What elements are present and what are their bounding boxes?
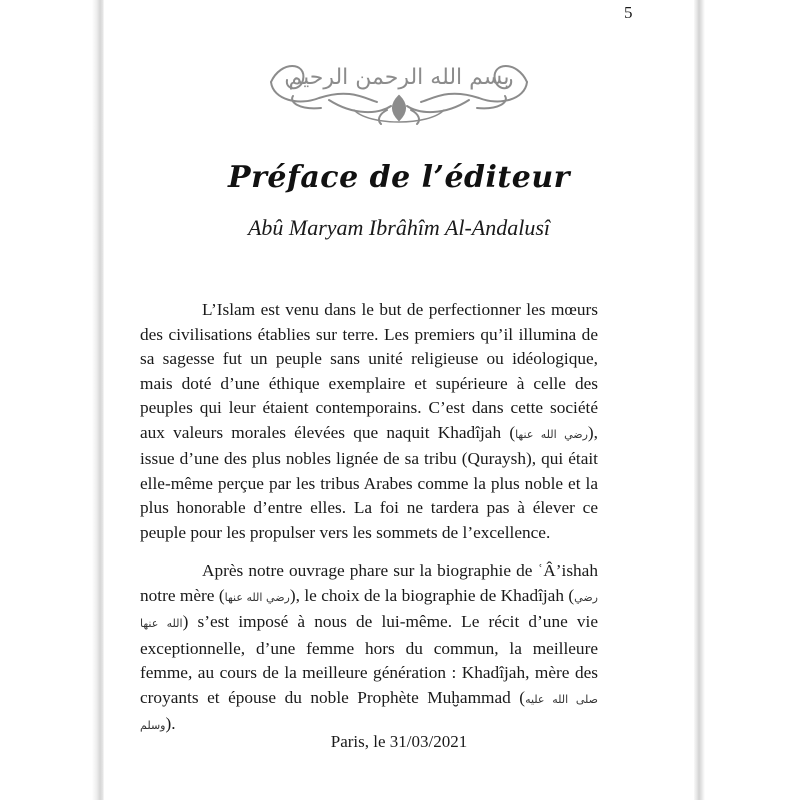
basmala-ornament	[259, 40, 539, 132]
page-title: Préface de l’éditeur	[228, 160, 570, 195]
page-number: 5	[624, 3, 633, 22]
body-text	[140, 298, 598, 739]
paragraph-2-text-a: Après notre ouvrage phare sur la biographie de ʿÂ’ishah notre mère (	[140, 561, 598, 605]
author-name: Abû Maryam Ibrâhîm Al-Andalusî	[247, 215, 551, 240]
paragraph-1	[140, 298, 598, 545]
date-line: Paris, le 31/03/2021	[330, 732, 468, 751]
honorific-radiallahu-anha: رضي الله عنها	[515, 427, 588, 441]
left-page-edge	[0, 0, 104, 800]
right-page-edge	[693, 0, 705, 800]
honorific-salallahu-alayhi-wasallam: صلى الله عليه وسلم	[140, 692, 598, 732]
book-page	[104, 0, 694, 800]
honorific-radiallahu-anha: رضي الله عنها	[224, 590, 290, 604]
basmala-calligraphy: بسم الله الرحمن الرحيم	[288, 65, 510, 90]
honorific-radiallahu-anha: رضي الله عنها	[140, 590, 598, 630]
paragraph-2-text-c: ) s’est imposé à nous de lui-même. Le récit d’une vie exceptionnelle, d’une femme hors du commun, la meilleure femme, au cours de la meilleure génération : Khadîjah, mère des croyants et épouse du noble Prophète Muḫammad (	[140, 612, 599, 707]
paragraph-2	[140, 559, 598, 739]
paragraph-2-text-b: ), le choix de la biographie de Khadîjah (	[289, 585, 575, 605]
paragraph-2-text-d: ).	[165, 714, 176, 733]
paragraph-1-text-b: ), issue d’une des plus nobles lignée de sa tribu (Quraysh), qui était elle-même perçue par les tribus Arabes comme la plus noble et la plus honorable d’entre elles. La foi ne tardera pas à élever ce peuple pour les propulser vers les sommets de l’excellence.	[140, 422, 598, 542]
paragraph-1-text-a: L’Islam est venu dans le but de perfectionner les mœurs des civilisations établies sur terre. Les premiers qu’il illumina de sa sagesse fut un peuple sans unité religieuse ou idéologique, mais doté d’une éthique exemplaire et supérieure à celle des peuples qui leur étaient contemporains. C’est dans cette société aux valeurs morales élevées que naquit Khadîjah (	[140, 300, 598, 442]
